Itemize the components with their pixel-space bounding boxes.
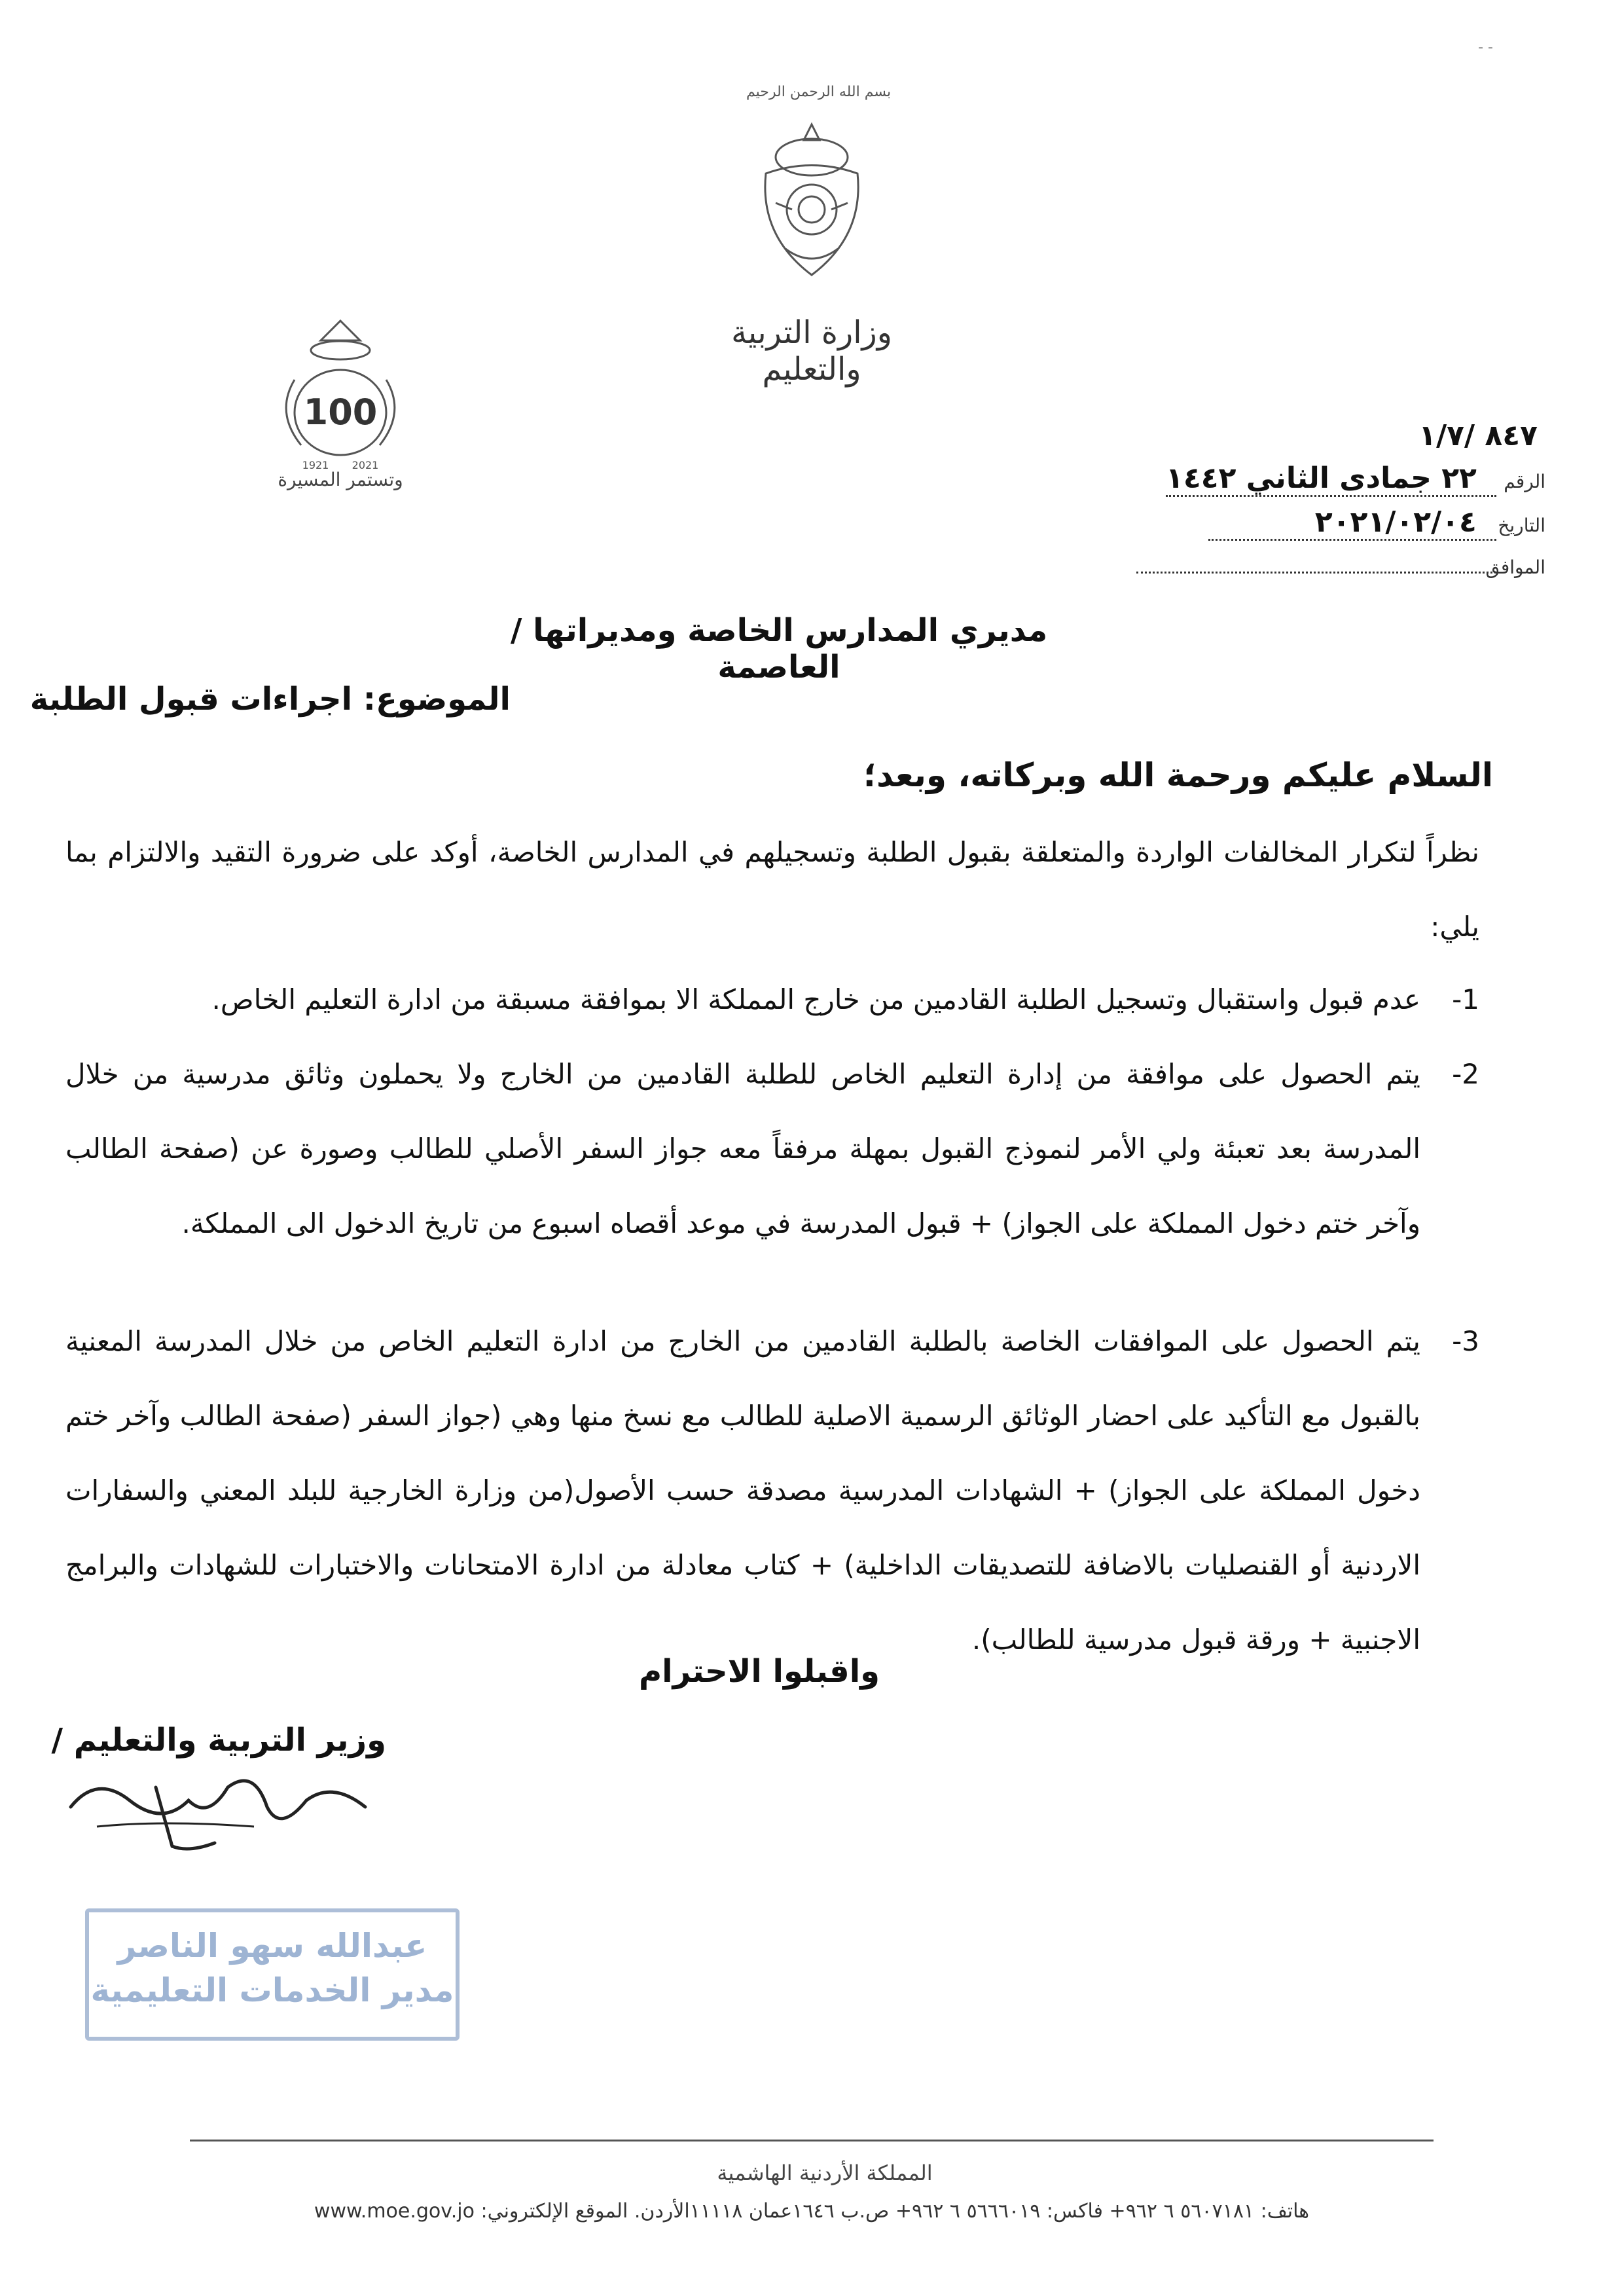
- centenary-motto: وتستمر المسيرة: [278, 469, 403, 490]
- gregorian-date: ٢٠٢١/٠٢/٠٤: [1208, 505, 1496, 541]
- handwritten-signature: [58, 1761, 398, 1859]
- hijri-date: ٢٢ جمادى الثاني ١٤٤٢: [1166, 462, 1496, 497]
- closing-line: واقبلوا الاحترام: [638, 1653, 880, 1690]
- scan-corner-mark: - -: [1478, 39, 1493, 56]
- basmala: بسم الله الرحمن الرحيم: [746, 84, 892, 100]
- list-item-text: يتم الحصول على الموافقات الخاصة بالطلبة القادمين من الخارج من ادارة التعليم الخاص من خلال المدرسة المعنية بالقبول مع التأكيد على احضار الوثائق الرسمية الاصلية للطالب مع نسخ منها وهي (جواز السفر (صفحة الطالب وآخر ختم دخول المملكة على الجواز) + الشهادات المدرسية مصدقة حسب الأصول(من وزارة الخارجية للبلد المعني والسفارات الاردنية أو القنصليات بالاضافة للتصديقات الداخلية) + كتاب معادلة من ادارة الامتحانات والاختبارات للشهادات والبرامج الاجنبية + ورقة قبول مدرسية للطالب).: [65, 1325, 1420, 1656]
- meta-date-row: [1208, 505, 1545, 545]
- list-item-number: 1-: [1452, 983, 1479, 1015]
- ministry-name: وزارة التربية والتعليم: [731, 314, 892, 388]
- footer-contact: هاتف: ٥٦٠٧١٨١ ٦ ٩٦٢+ فاكس: ٥٦٦٦٠١٩ ٦ ٩٦٢+ ص.ب ١٦٤٦عمان ١١١١٨الأردن. الموقع الإلكتروني: www.moe.gov.jo: [314, 2200, 1310, 2223]
- signatory-title: وزير التربية والتعليم /: [51, 1722, 386, 1758]
- list-item: [65, 962, 1479, 1037]
- list-item-text: عدم قبول واستقبال وتسجيل الطلبة القادمين من خارج المملكة الا بموافقة مسبقة من ادارة التعليم الخاص.: [211, 983, 1420, 1015]
- meta-correspondence-row: [1136, 556, 1545, 596]
- centenary-year-start: 1921: [302, 459, 329, 471]
- list-item-number: 2-: [1452, 1058, 1479, 1090]
- greeting: السلام عليكم ورحمة الله وبركاته، وبعد؛: [863, 756, 1493, 794]
- list-item-number: 3-: [1452, 1325, 1479, 1357]
- date-label: التاريخ: [1498, 515, 1545, 536]
- royal-crest-icon: [746, 111, 877, 288]
- official-stamp: [85, 1908, 460, 2041]
- intro-paragraph: نظراً لتكرار المخالفات الواردة والمتعلقة بقبول الطلبة وتسجيلهم في المدارس الخاصة، أوكد على ضرورة التقيد والالتزام بما يلي:: [65, 836, 1479, 943]
- centenary-logo: [255, 314, 425, 511]
- correspondence-value: [1136, 572, 1496, 574]
- addressee: مديري المدارس الخاصة ومديراتها / العاصمة: [510, 612, 1048, 685]
- stamp-title: مدير الخدمات التعليمية: [90, 1971, 454, 2009]
- centenary-number: 100: [303, 392, 378, 433]
- meta-number-row: [1166, 462, 1545, 501]
- list-item: [65, 1304, 1479, 1677]
- centenary-year-end: 2021: [352, 459, 379, 471]
- reference-number: ٨٤٧ /١/٧: [1418, 419, 1538, 452]
- list-item: [65, 1037, 1479, 1261]
- stamp-name: عبدالله سهو الناصر: [117, 1927, 427, 1965]
- correspondence-label: الموافق: [1485, 556, 1545, 578]
- footer-divider: [190, 2140, 1434, 2141]
- list-item-text: يتم الحصول على موافقة من إدارة التعليم الخاص للطلبة القادمين من الخارج ولا يحملون وثائق مدرسية من خلال المدرسة بعد تعبئة ولي الأمر لنموذج القبول بمهلة مرفقاً معه جواز السفر الأصلي للطالب وصورة عن (صفحة الطالب وآخر ختم دخول المملكة على الجواز) + قبول المدرسة في موعد أقصاه اسبوع من تاريخ الدخول الى المملكة.: [65, 1058, 1420, 1239]
- subject-line: الموضوع: اجراءات قبول الطلبة: [29, 681, 511, 718]
- footer-country: المملكة الأردنية الهاشمية: [717, 2160, 933, 2185]
- number-label: الرقم: [1504, 471, 1545, 492]
